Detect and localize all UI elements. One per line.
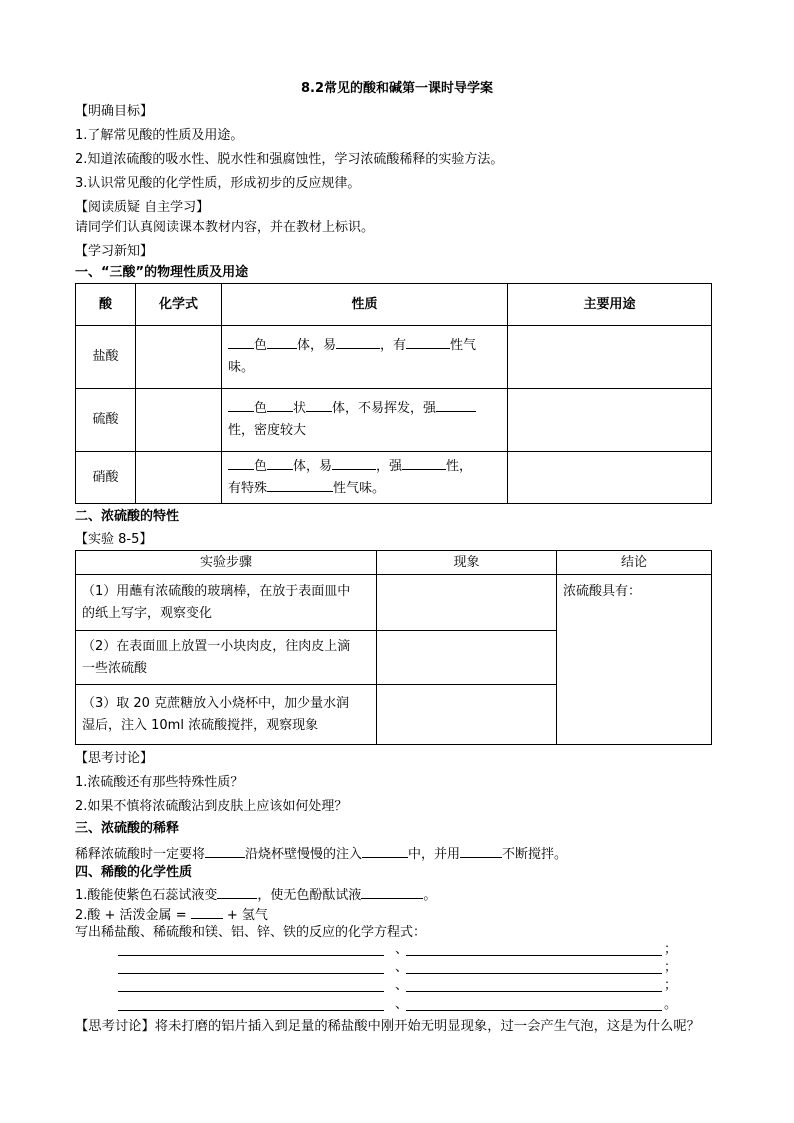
- blank[interactable]: [361, 886, 423, 899]
- goal-item-1: 1.了解常见酸的性质及用途。: [75, 128, 244, 143]
- separator: 、: [395, 942, 409, 957]
- blank[interactable]: [267, 479, 333, 492]
- goal-item-2: 2.知道浓硫酸的吸水性、脱水性和强腐蚀性，学习浓硫酸稀释的实验方法。: [75, 152, 504, 167]
- phenomenon-cell-3[interactable]: [377, 685, 557, 745]
- text: 2.酸 + 活泼金属 =: [75, 908, 191, 923]
- equation-blank[interactable]: [118, 991, 384, 992]
- discussion2-text: 将未打磨的铝片插入到足量的稀盐酸中刚开始无明显现象，过一会产生气泡，这是为什么呢？: [154, 1019, 700, 1034]
- blank[interactable]: [205, 845, 245, 858]
- properties-cell-sulfuric[interactable]: [222, 389, 508, 452]
- text: 1.酸能使紫色石蕊试液变: [75, 888, 218, 903]
- blank[interactable]: [191, 906, 223, 919]
- text: ，使无色酚酞试液: [257, 888, 362, 903]
- step-2: [76, 631, 377, 685]
- text: 性气: [450, 338, 477, 353]
- blank[interactable]: [228, 336, 254, 349]
- separator: 、: [395, 960, 409, 975]
- phenomenon-cell-2[interactable]: [377, 631, 557, 685]
- text: + 氢气: [222, 908, 268, 923]
- text: 。: [423, 888, 437, 903]
- self-study-heading: 【阅读质疑 自主学习】: [75, 200, 210, 215]
- discussion1-heading: 【思考讨论】: [75, 751, 154, 766]
- text: 色: [254, 401, 268, 416]
- line-end: ；: [664, 942, 678, 957]
- acid-indicator-item: [75, 886, 436, 904]
- uses-cell-sulfuric[interactable]: [508, 389, 712, 452]
- header-phenomena: 现象: [377, 551, 557, 575]
- experiment-table: [75, 550, 712, 745]
- discussion2-label: 【思考讨论】: [75, 1019, 155, 1034]
- section4-heading: 四、稀酸的化学性质: [75, 865, 193, 880]
- section3-heading: 三、浓硫酸的稀释: [75, 821, 180, 836]
- text: 体，不易挥发，强: [332, 401, 437, 416]
- header-properties: 性质: [222, 284, 508, 326]
- blank[interactable]: [267, 457, 293, 470]
- line-end: ；: [664, 978, 678, 993]
- blank[interactable]: [362, 845, 408, 858]
- blank[interactable]: [267, 399, 293, 412]
- header-acid: 酸: [76, 284, 136, 326]
- equation-blank[interactable]: [406, 991, 662, 992]
- text: ，强: [376, 458, 403, 474]
- equation-blank[interactable]: [118, 955, 384, 956]
- phenomenon-cell-1[interactable]: [377, 575, 557, 631]
- equations-instruction: 写出稀盐酸、稀硫酸和镁、铝、锌、铁的反应的化学方程式：: [75, 925, 427, 940]
- blank[interactable]: [267, 336, 297, 349]
- formula-cell-hydrochloric[interactable]: [136, 326, 222, 389]
- text: 中，并用: [408, 847, 461, 862]
- section1-heading: 一、“三酸”的物理性质及用途: [75, 265, 249, 280]
- blank[interactable]: [402, 457, 446, 470]
- uses-cell-nitric[interactable]: [508, 452, 712, 504]
- header-uses: 主要用途: [508, 284, 712, 326]
- discussion1-item-1: 1.浓硫酸还有那些特殊性质？: [75, 775, 244, 790]
- uses-cell-hydrochloric[interactable]: [508, 326, 712, 389]
- properties-cell-nitric[interactable]: [222, 452, 508, 504]
- self-study-text: 请同学们认真阅读课本教材内容，并在教材上标识。: [75, 220, 375, 235]
- blank[interactable]: [406, 336, 450, 349]
- blank[interactable]: [217, 886, 257, 899]
- blank[interactable]: [336, 336, 380, 349]
- equation-blank[interactable]: [118, 1010, 384, 1011]
- acid-metal-item: [75, 906, 268, 924]
- step-line: 的纸上写字，观察变化: [82, 605, 213, 621]
- acids-properties-table: [75, 283, 712, 504]
- section2-heading: 二、浓硫酸的特性: [75, 509, 180, 524]
- text: 有特殊: [228, 480, 268, 496]
- text: 体，易: [293, 458, 333, 474]
- acid-name-sulfuric: 硫酸: [76, 389, 136, 452]
- goals-heading: 【明确目标】: [75, 104, 154, 119]
- formula-cell-sulfuric[interactable]: [136, 389, 222, 452]
- header-formula: 化学式: [136, 284, 222, 326]
- line-end: 。: [664, 997, 678, 1012]
- acid-name-hydrochloric: 盐酸: [76, 326, 136, 389]
- goal-item-3: 3.认识常见酸的化学性质，形成初步的反应规律。: [75, 176, 361, 191]
- properties-cell-hydrochloric[interactable]: [222, 326, 508, 389]
- text: 不断搅拌。: [502, 847, 568, 862]
- step-line: （3）取 20 克蔗糖放入小烧杯中，加少量水润: [82, 695, 350, 711]
- conclusion-cell[interactable]: [557, 575, 712, 745]
- header-steps: 实验步骤: [76, 551, 377, 575]
- experiment-label: 【实验 8-5】: [75, 532, 153, 547]
- step-1: [76, 575, 377, 631]
- step-line: 一些浓硫酸: [82, 660, 148, 676]
- blank[interactable]: [228, 457, 254, 470]
- step-line: （1）用蘸有浓硫酸的玻璃棒，在放于表面皿中: [82, 583, 351, 599]
- text: 性气味。: [333, 480, 386, 496]
- text: 状: [293, 401, 307, 416]
- header-conclusion: 结论: [557, 551, 712, 575]
- equation-blank[interactable]: [406, 1010, 662, 1011]
- equation-blank[interactable]: [118, 973, 384, 974]
- blank[interactable]: [228, 399, 254, 412]
- new-knowledge-heading: 【学习新知】: [75, 244, 154, 259]
- page-title: 8.2常见的酸和碱第一课时导学案: [300, 81, 494, 96]
- dilution-sentence: [75, 845, 567, 863]
- separator: 、: [395, 978, 409, 993]
- step-line: （2）在表面皿上放置一小块肉皮，往肉皮上滴: [82, 638, 351, 654]
- text: 体，易: [297, 338, 337, 353]
- blank[interactable]: [460, 845, 502, 858]
- formula-cell-nitric[interactable]: [136, 452, 222, 504]
- acid-name-nitric: 硝酸: [76, 452, 136, 504]
- text: 稀释浓硫酸时一定要将: [75, 847, 206, 862]
- text: 性，密度较大: [228, 423, 307, 438]
- blank[interactable]: [436, 399, 476, 412]
- step-3: [76, 685, 377, 745]
- separator: 、: [395, 997, 409, 1012]
- equation-blank[interactable]: [406, 973, 662, 974]
- step-line: 湿后，注入 10ml 浓硫酸搅拌，观察现象: [82, 717, 319, 733]
- text: ，有: [380, 338, 407, 353]
- discussion1-item-2: 2.如果不慎将浓硫酸沾到皮肤上应该如何处理？: [75, 799, 348, 814]
- conclusion-text: 浓硫酸具有：: [563, 584, 642, 599]
- blank[interactable]: [306, 399, 332, 412]
- text: 色: [254, 458, 268, 474]
- line-end: ；: [664, 960, 678, 975]
- blank[interactable]: [332, 457, 376, 470]
- discussion2: [75, 1018, 700, 1035]
- equation-blank[interactable]: [406, 955, 662, 956]
- text: 性，: [446, 458, 473, 474]
- text: 色: [254, 338, 268, 353]
- text: 味。: [228, 360, 255, 375]
- text: 沿烧杯壁慢慢的注入: [245, 847, 363, 862]
